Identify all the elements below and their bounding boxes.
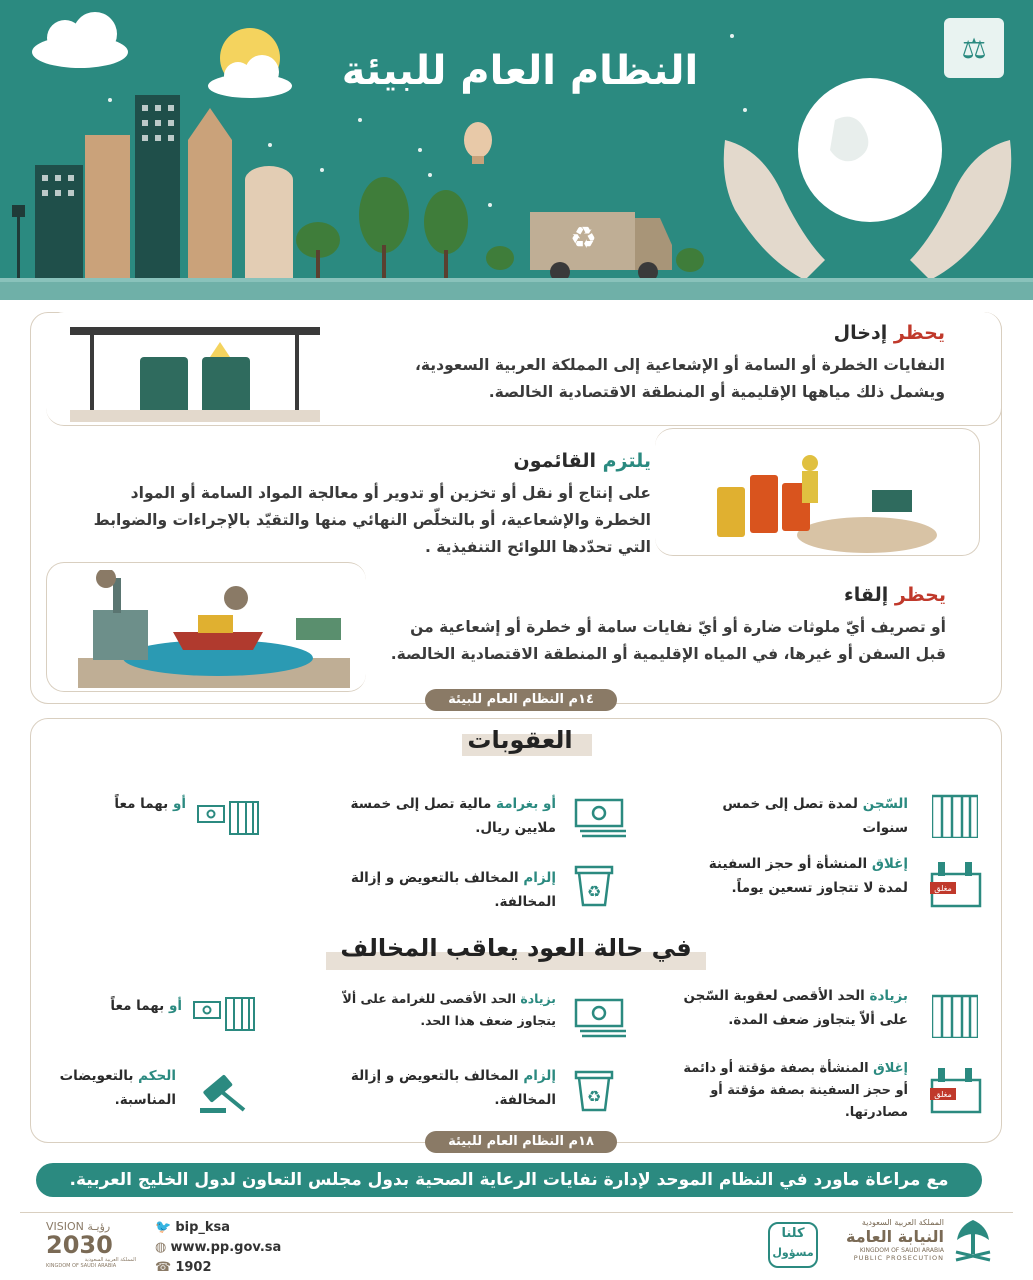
closed-factory-icon: [930, 1066, 982, 1114]
svg-text:♻: ♻: [586, 1087, 602, 1106]
money-icon: [574, 998, 628, 1038]
repeat-text: المخالف بالتعويض و إزالة المخالفة.: [350, 1068, 556, 1108]
penalty-text: بهما معاً: [114, 796, 169, 812]
rule-3-line: أو تصريف أيّ ملوثات ضارة أو أيّ نفايات سامة أو خطرة أو إشعاعية من: [410, 618, 946, 636]
repeat-keyword: أو: [168, 998, 182, 1014]
recycle-bin-icon: [574, 865, 614, 907]
penalty-text: المخالف بالتعويض و إزالة المخالفة.: [350, 870, 556, 910]
vision-year: 2030: [46, 1231, 113, 1259]
repeat-keyword: إغلاق: [873, 1061, 908, 1076]
rule-2-prefix: يلتزم: [602, 450, 651, 472]
truck-icon: [202, 357, 250, 415]
vision-sub-ar: المملكة العربية السعودية: [84, 1257, 136, 1263]
svg-text:♻: ♻: [570, 221, 597, 256]
repeat-keyword: إلزام: [523, 1068, 556, 1084]
website-link[interactable]: www.pp.gov.sa: [170, 1240, 282, 1255]
kulna-masool-logo: [768, 1222, 818, 1268]
penalty-compensation: [330, 866, 556, 914]
vision-sub-en: KINGDOM OF SAUDI ARABIA: [46, 1263, 117, 1269]
twitter-handle[interactable]: bip_ksa: [175, 1220, 231, 1235]
footer-divider: [20, 1212, 1013, 1213]
hazmat-barrels-illustration: [712, 445, 942, 555]
org-en-top: KINGDOM OF SAUDI ARABIA: [859, 1247, 944, 1254]
svg-text:♻: ♻: [586, 882, 602, 901]
rule-2-line: الخطرة والإشعاعية، أو بالتخلّص النهائي منها والتقيّد بالإجراءات والضوابط: [93, 511, 651, 529]
repeat-keyword: بزيادة: [520, 991, 556, 1006]
contacts: [155, 1220, 305, 1280]
org-ar-top: المملكة العربية السعودية: [861, 1218, 944, 1227]
truck-icon: [296, 618, 341, 640]
closed-label: مغلق: [934, 1090, 952, 1099]
repeat-text: المنشأة بصفة مؤقتة أو دائمة أو حجز السفينة بصفة مؤقتة أو مصادرتها.: [683, 1061, 908, 1120]
rule-3-heading: إلقاء: [844, 584, 889, 606]
rule-3-prefix: يحظر: [894, 584, 946, 606]
rule-2-text: [46, 480, 651, 561]
website-row[interactable]: [155, 1240, 305, 1260]
rule-1-text: [330, 352, 945, 406]
rule-1-prefix: يحظر: [893, 322, 945, 344]
vision-en: VISION: [46, 1220, 84, 1233]
penalty-keyword: أو بغرامة: [496, 796, 556, 812]
penalty-keyword: إلزام: [523, 870, 556, 886]
article-tag-18: ١٨م النظام العام للبيئة: [425, 1131, 617, 1153]
org-ar-name: النيابة العامة: [846, 1227, 944, 1246]
prison-icon: [932, 994, 978, 1038]
rule-2-line: على إنتاج أو نقل أو تخزين أو تدوير أو معالجة المواد السامة أو المواد: [130, 484, 651, 502]
healthcare-waste-note: مع مراعاة ماورد في النظام الموحد لإدارة نفايات الرعاية الصحية بدول مجلس التعاون لدول الخليج العربية.: [36, 1163, 982, 1197]
saudi-emblem-icon: [948, 1216, 998, 1272]
phone-row[interactable]: [155, 1260, 305, 1280]
penalties-heading: العقوبات: [467, 726, 573, 754]
phone-number[interactable]: 1902: [175, 1260, 212, 1275]
repeat-text: بالتعويضات المناسبة.: [59, 1068, 176, 1108]
recycle-bin-icon: [574, 1070, 614, 1112]
barrel-icon: [717, 487, 745, 537]
factory-icon: [93, 610, 148, 660]
penalty-both: [60, 792, 186, 816]
prison-icon: [932, 794, 978, 838]
org-en-name: PUBLIC PROSECUTION: [853, 1254, 944, 1262]
repeat-both: [60, 994, 182, 1018]
border-checkpoint-illustration: [70, 322, 320, 422]
penalty-fine: [330, 792, 556, 840]
phone-icon: ☎: [155, 1260, 172, 1275]
balloon-icon: [464, 122, 492, 164]
closed-label: مغلق: [934, 884, 952, 893]
page-title: النظام العام للبيئة: [341, 48, 699, 94]
closed-factory-icon: [930, 860, 982, 908]
rule-2-heading: القائمون: [513, 450, 596, 472]
money-prison-icon: [196, 800, 262, 836]
rule-3-title: [380, 584, 946, 606]
public-prosecution-logo: [832, 1218, 944, 1272]
money-icon: [574, 798, 628, 838]
repeat-heading: في حالة العود يعاقب المخالف: [340, 934, 692, 962]
rule-2-title: [46, 450, 651, 472]
kulna-line1: كلنا: [781, 1226, 805, 1241]
rule-1-title: [520, 322, 945, 344]
truck-icon: [140, 357, 188, 415]
penalty-text: لمدة تصل إلى خمس سنوات: [722, 796, 908, 836]
penalty-text: المنشأة أو حجز السفينة لمدة لا تتجاوز تسعين يوماً.: [708, 856, 908, 896]
penalty-closure: [680, 852, 908, 900]
twitter-row[interactable]: [155, 1220, 305, 1240]
emblem-icon: [944, 18, 1004, 78]
repeat-text: الحد الأقصى لعقوبة السّجن على ألاّ يتجاوز ضعف المدة.: [683, 988, 908, 1028]
repeat-fine: [340, 988, 556, 1032]
kulna-line2: مسؤول: [772, 1246, 814, 1259]
repeat-judgment: [50, 1064, 176, 1112]
penalty-keyword: أو: [172, 796, 186, 812]
rule-2-line: التي تحدّدها اللوائح التنفيذية .: [424, 538, 651, 556]
rule-1-line: ويشمل ذلك مياهها الإقليمية أو المنطقة الاقتصادية الخالصة.: [488, 383, 945, 401]
article-tag-14: ١٤م النظام العام للبيئة: [425, 689, 617, 711]
twitter-icon: 🐦: [155, 1220, 172, 1235]
ship-pollution-illustration: [78, 570, 350, 688]
penalty-prison: [680, 792, 908, 840]
barrel-icon: [750, 475, 778, 533]
repeat-keyword: بزيادة: [869, 988, 908, 1004]
rule-3-text: [360, 614, 946, 668]
repeat-closure: [680, 1058, 908, 1124]
svg-text:⚖: ⚖: [961, 32, 987, 65]
repeat-keyword: الحكم: [138, 1068, 176, 1084]
bulldozer-icon: [872, 490, 912, 512]
ground: [0, 282, 1033, 300]
repeat-text: الحد الأقصى للغرامة على ألاّ يتجاوز ضعف هذا الحد.: [342, 991, 556, 1028]
penalty-keyword: إغلاق: [871, 856, 908, 872]
repeat-prison: [680, 984, 908, 1032]
penalty-text: مالية تصل إلى خمسة ملايين ريال.: [350, 796, 556, 836]
cloud-icon: [32, 12, 128, 68]
rule-1-heading: إدخال: [833, 322, 888, 344]
vision-ar: رؤيـة: [87, 1220, 111, 1233]
rule-3-line: قبل السفن أو غيرها، في المياه الإقليمية أو المنطقة الاقتصادية الخالصة.: [390, 645, 946, 663]
repeat-compensation: [340, 1064, 556, 1112]
recycle-truck-icon: [530, 212, 672, 282]
money-prison-icon: [192, 996, 258, 1032]
globe-icon: ◍: [155, 1240, 167, 1255]
vision-2030-logo: [46, 1220, 136, 1270]
header-banner: [0, 0, 1033, 300]
worker-icon: [802, 455, 818, 471]
gavel-icon: [198, 1070, 248, 1114]
ship-icon: [173, 632, 263, 650]
globe-icon: [798, 78, 942, 222]
repeat-text: بهما معاً: [110, 998, 165, 1014]
city-illustration: [0, 0, 1033, 300]
hazard-icon: [210, 342, 230, 357]
penalty-keyword: السّجن: [862, 796, 908, 812]
rule-1-line: النفايات الخطرة أو السامة أو الإشعاعية إلى المملكة العربية السعودية،: [415, 356, 945, 374]
